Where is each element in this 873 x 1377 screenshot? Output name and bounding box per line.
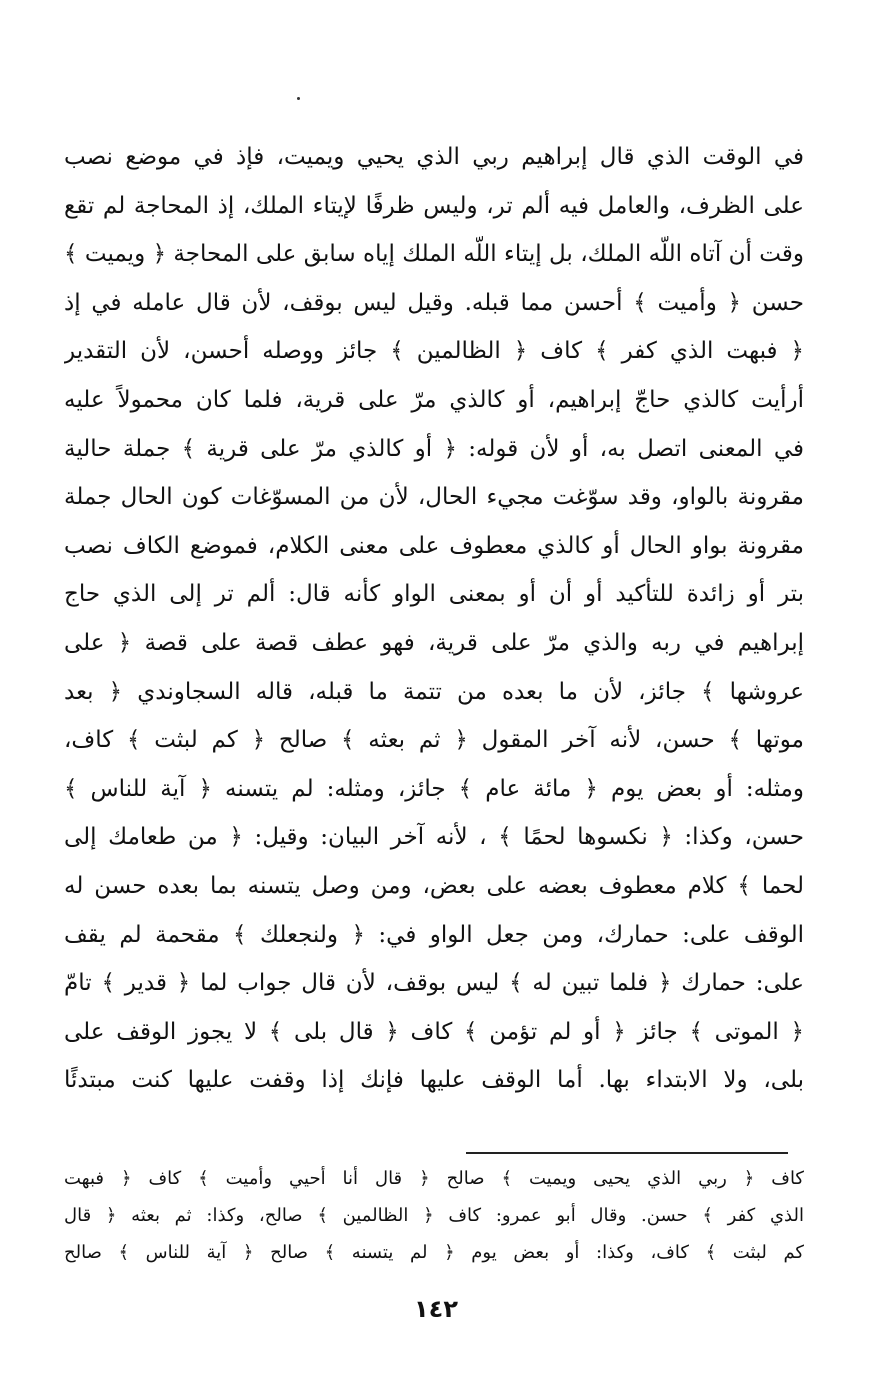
footnote-line: كاف ﴿ ربي الذي يحيى ويميت ﴾ صالح ﴿ قال أنا أحيي وأميت ﴾ كاف ﴿ فبهت <box>64 1168 804 1189</box>
footnote-line: الذي كفر ﴾ حسن. وقال أبو عمرو: كاف ﴿ الظالمين ﴾ صالح، وكذا: ثم بعثه ﴿ قال <box>64 1205 804 1226</box>
body-line: على: حمارك ﴿ فلما تبين له ﴾ ليس بوقف، لأن قال جواب لما ﴿ قدير ﴾ تامّ <box>64 970 804 997</box>
body-line: ﴿ الموتى ﴾ جائز ﴿ أو لم تؤمن ﴾ كاف ﴿ قال بلى ﴾ لا يجوز الوقف على <box>64 1018 804 1045</box>
body-line: على الظرف، والعامل فيه ألم تر، وليس ظرفًا لإيتاء الملك، إذ المحاجة لم تقع <box>64 192 804 219</box>
body-line: ﴿ فبهت الذي كفر ﴾ كاف ﴿ الظالمين ﴾ جائز ووصله أحسن، لأن التقدير <box>64 338 804 365</box>
footnote-line: كم لبثت ﴾ كاف، وكذا: أو بعض يوم ﴿ لم يتسنه ﴾ صالح ﴿ آية للناس ﴾ صالح <box>64 1242 804 1263</box>
body-line: إبراهيم في ربه والذي مرّ على قرية، فهو عطف قصة على قصة ﴿ على <box>64 629 804 656</box>
body-line: ومثله: أو بعض يوم ﴿ مائة عام ﴾ جائز، ومثله: لم يتسنه ﴿ آية للناس ﴾ <box>64 775 804 802</box>
body-line: حسن، وكذا: ﴿ نكسوها لحمًا ﴾ ، لأنه آخر البيان: وقيل: ﴿ من طعامك إلى <box>64 824 804 851</box>
body-line: في المعنى اتصل به، أو لأن قوله: ﴿ أو كالذي مرّ على قرية ﴾ جملة حالية <box>64 435 804 462</box>
body-line: مقرونة بالواو، وقد سوّغت مجيء الحال، لأن من المسوّغات كون الحال جملة <box>64 484 804 511</box>
footnote-text <box>64 1160 804 1271</box>
footnote-separator <box>466 1152 788 1154</box>
body-line: أرأيت كالذي حاجّ إبراهيم، أو كالذي مرّ على قرية، فلما كان محمولاً عليه <box>64 386 804 413</box>
ink-dot <box>297 97 300 100</box>
body-line: مقرونة بواو الحال أو كالذي معطوف على معنى الكلام، فموضع الكاف نصب <box>64 532 804 559</box>
body-line: الوقف على: حمارك، ومن جعل الواو في: ﴿ ولنجعلك ﴾ مقحمة لم يقف <box>64 921 804 948</box>
body-line: عروشها ﴾ جائز، لأن ما بعده من تتمة ما قبله، قاله السجاوندي ﴿ بعد <box>64 678 804 705</box>
body-line: في الوقت الذي قال إبراهيم ربي الذي يحيي ويميت، فإذ في موضع نصب <box>64 144 804 170</box>
body-line: بلى، ولا الابتداء بها. أما الوقف عليها فإنك إذا وقفت عليها كنت مبتدئًا <box>64 1067 804 1094</box>
main-body-text <box>64 133 804 1105</box>
page-number: ١٤٢ <box>414 1295 458 1323</box>
body-line: موتها ﴾ حسن، لأنه آخر المقول ﴿ ثم بعثه ﴾ صالح ﴿ كم لبثت ﴾ كاف، <box>64 727 804 754</box>
body-line: لحما ﴾ كلام معطوف بعضه على بعض، ومن وصل يتسنه بما بعده حسن له <box>64 872 804 899</box>
body-line: وقت أن آتاه اللّه الملك، بل إيتاء اللّه الملك إياه سابق على المحاجة ﴿ ويميت ﴾ <box>64 241 804 268</box>
body-line: بتر أو زائدة للتأكيد أو أن أو بمعنى الواو كأنه قال: ألم تر إلى الذي حاج <box>64 581 804 608</box>
body-line: حسن ﴿ وأميت ﴾ أحسن مما قبله. وقيل ليس بوقف، لأن قال عامله في إذ <box>64 289 804 316</box>
